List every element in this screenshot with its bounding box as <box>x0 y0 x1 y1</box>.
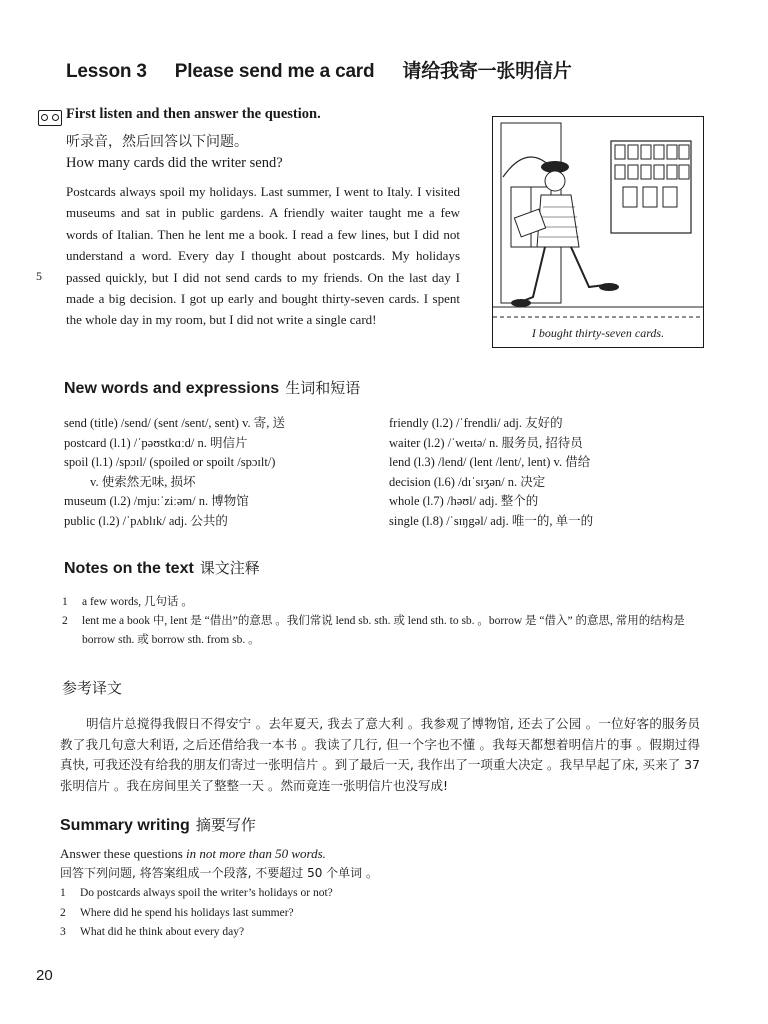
summary-question-text: Do postcards always spoil the writer’s holidays or not? <box>80 887 333 899</box>
note-item <box>62 612 712 650</box>
summary-question-number: 1 <box>60 887 66 899</box>
translation-heading: 参考译文 <box>62 679 123 697</box>
summary-instruction-cn: 回答下列问题, 将答案组成一个段落, 不要超过 50 个单词 。 <box>60 866 378 880</box>
note-number: 2 <box>62 615 68 627</box>
vocab-entry: spoil (l.1) /spɔɪl/ (spoiled or spoilt /spɔɪlt/) <box>64 455 276 469</box>
notes-heading-en: Notes on the text <box>64 560 194 577</box>
summary-instruction <box>60 846 326 862</box>
summary-heading <box>60 814 256 835</box>
vocab-entry: postcard (l.1) /ˈpəʊstkɑːd/ n. 明信片 <box>64 435 248 450</box>
comprehension-question: How many cards did the writer send? <box>66 155 283 171</box>
vocabulary-heading-cn: 生词和短语 <box>285 379 361 397</box>
vocab-entry: send (title) /send/ (sent /sent/, sent) v. 寄, 送 <box>64 416 286 430</box>
translation-text: 明信片总搅得我假日不得安宁 。去年夏天, 我去了意大利 。我参观了博物馆, 还去了公园 。一位好客的服务员教了我几句意大利语, 之后还借给我一本书 。我读了几行, 但一个字也不懂 。我每天都想着明信片的事 。假期过得真快, 可我还没有给我的朋友们寄过一张明信片 。到了最后一天, 我作出了一项重大决定 。我早早起了床, 买来了 37 张明信片 。我在房间里关了整整一天 。然而竟连一张明信片也没写成! <box>60 716 700 793</box>
vocabulary-heading-en: New words and expressions <box>64 380 280 397</box>
note-text: a few words, 几句话 。 <box>82 596 193 608</box>
notes-list <box>62 593 712 650</box>
summary-instruction-text: Answer these questions <box>60 846 183 861</box>
summary-question-text: Where did he spend his holidays last summer? <box>80 906 294 919</box>
vocab-entry: lend (l.3) /lend/ (lent /lent/, lent) v. 借给 <box>389 455 591 469</box>
passage-text: Postcards always spoil my holidays. Last summer, I went to Italy. I visited museums and sat in public gardens. A friendly waiter taught me a few words of Italian. Then he lent me a book. I read a few lines, but I did not understand a word. Every day I thought about postcards. My holidays passed quickly, but I did not send cards to my friends. On the last day I made a big decision. I got up early and bought thirty-seven cards. I spent the whole day in my room, but I did not write a single card! <box>66 184 460 328</box>
note-number: 1 <box>62 596 68 608</box>
summary-heading-en: Summary writing <box>60 817 190 834</box>
vocab-entry: waiter (l.2) /ˈweɪtə/ n. 服务员, 招待员 <box>389 435 583 450</box>
vocab-entry: whole (l.7) /həʊl/ adj. 整个的 <box>389 494 539 508</box>
vocab-entry: public (l.2) /ˈpʌblɪk/ adj. 公共的 <box>64 513 228 528</box>
summary-question <box>60 904 333 924</box>
vocab-entry: decision (l.6) /dɪˈsɪʒən/ n. 决定 <box>389 474 546 489</box>
illustration <box>492 116 704 348</box>
illustration-drawing <box>493 117 703 347</box>
notes-heading <box>64 557 260 578</box>
summary-question-number: 3 <box>60 926 66 938</box>
summary-question <box>60 884 333 904</box>
page-number: 20 <box>36 967 53 984</box>
vocabulary-left-column <box>64 414 285 531</box>
summary-heading-cn: 摘要写作 <box>195 816 256 834</box>
reading-passage <box>66 181 460 331</box>
note-item <box>62 593 712 612</box>
lesson-title <box>66 56 600 83</box>
vocab-entry: museum (l.2) /mjuːˈziːəm/ n. 博物馆 <box>64 494 249 508</box>
listening-instruction-cn: 听录音，然后回答以下问题。 <box>66 134 248 150</box>
note-text: lent me a book 中, lent 是 “借出”的意思 。我们常说 lend sb. sth. 或 lend sth. to sb. 。borrow 是 “借入” 的意思, 常用的结构是 borrow sth. 或 borrow sth. from sb. 。 <box>82 615 685 646</box>
summary-question <box>60 923 333 943</box>
vocab-entry: v. 使索然无味, 损坏 <box>90 474 196 489</box>
summary-question-number: 2 <box>60 906 66 919</box>
summary-question-text: What did he think about every day? <box>80 926 245 938</box>
summary-questions <box>60 884 333 943</box>
vocabulary-heading <box>64 377 360 398</box>
vocab-entry: single (l.8) /ˈsɪŋgəl/ adj. 唯一的, 单一的 <box>389 513 594 528</box>
illustration-caption: I bought thirty-seven cards. <box>531 326 665 340</box>
lesson-title-cn: 请给我寄一张明信片 <box>402 60 572 82</box>
summary-word-limit: in not more than 50 words. <box>186 846 326 861</box>
lesson-number: Lesson 3 <box>66 61 147 82</box>
line-number-marker: 5 <box>36 269 42 283</box>
vocab-entry: friendly (l.2) /ˈfrendli/ adj. 友好的 <box>389 416 563 430</box>
listening-instruction: First listen and then answer the question. <box>66 106 321 122</box>
lesson-title-en: Please send me a card <box>174 61 375 82</box>
vocabulary-right-column <box>389 414 593 531</box>
cassette-tape-icon <box>38 110 62 126</box>
notes-heading-cn: 课文注释 <box>199 559 260 577</box>
